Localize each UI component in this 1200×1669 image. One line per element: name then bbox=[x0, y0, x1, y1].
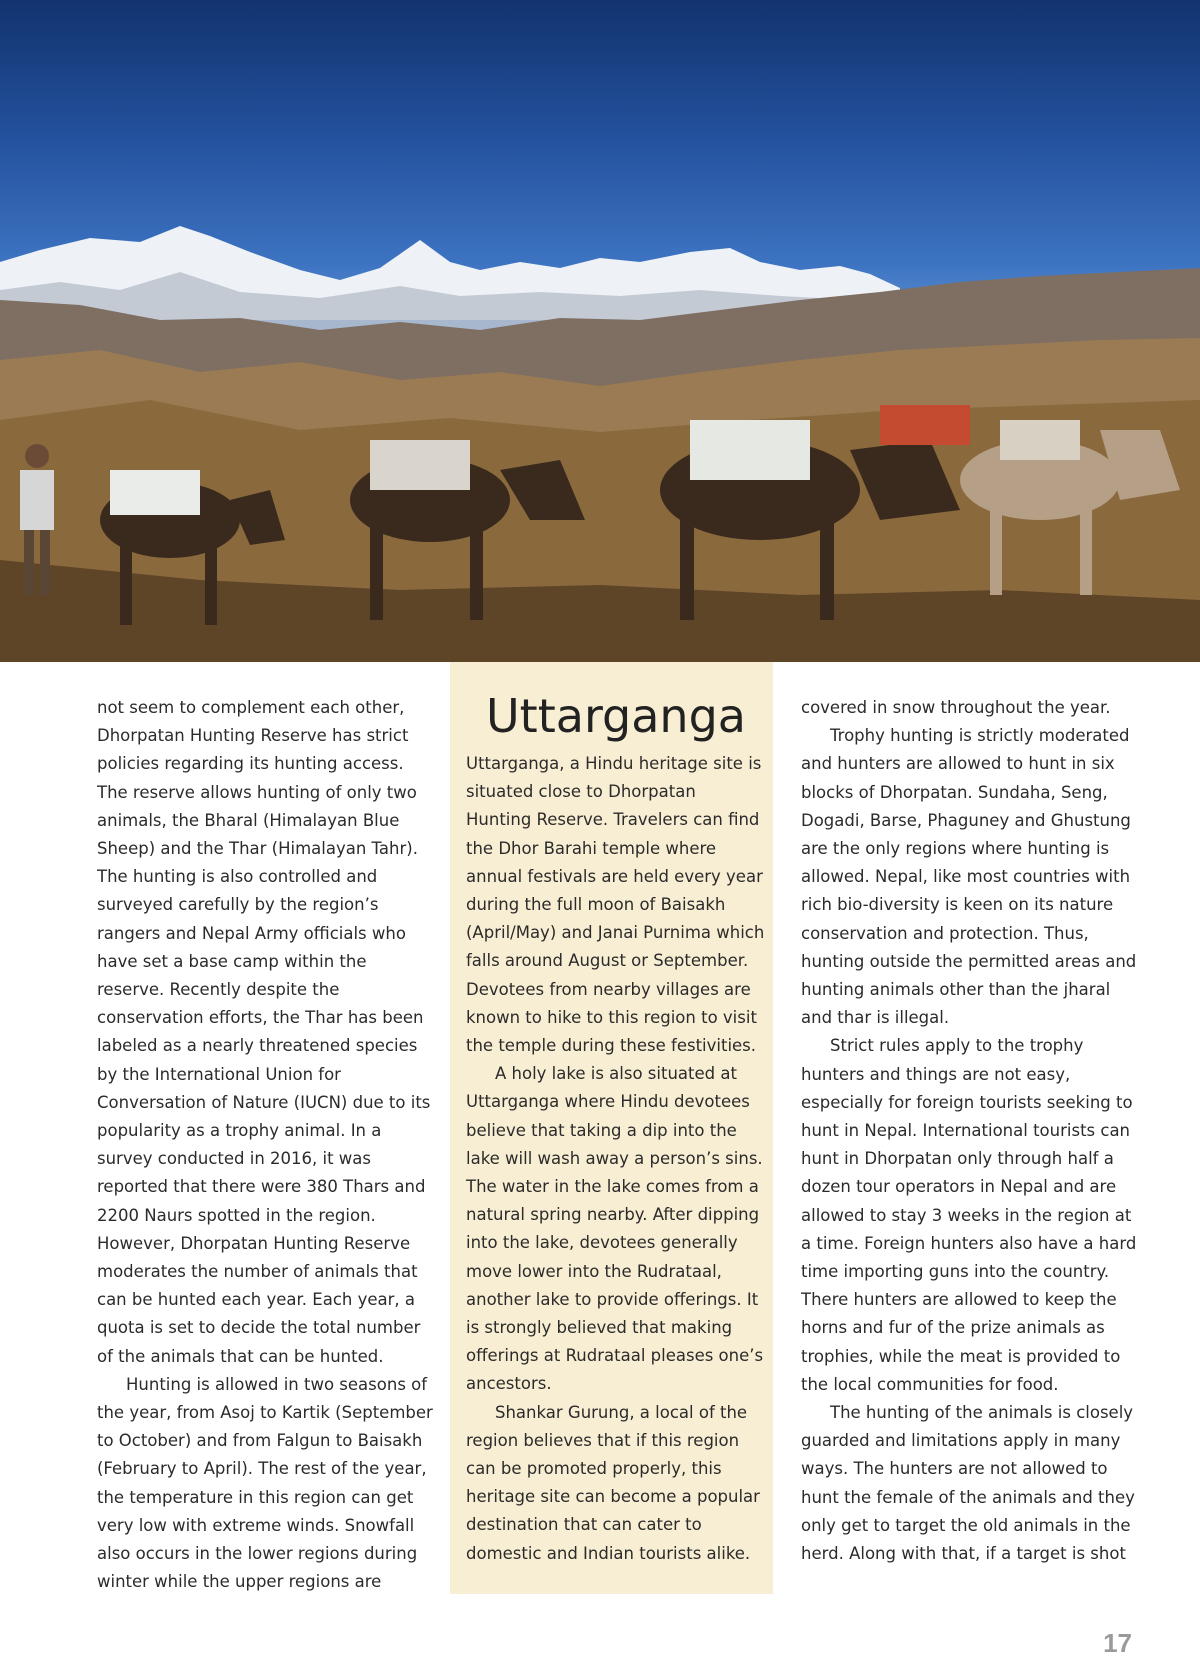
paragraph: covered in snow throughout the year. bbox=[801, 698, 1111, 717]
mountain-landscape-illustration bbox=[0, 0, 1200, 662]
paragraph: Uttarganga, a Hindu heritage site is situated close to Dhorpatan Hunting Reserve. Travelers can find the Dhor Barahi temple where annual festivals are held every year during the full moon of Baisakh (April/May) and Janai Purnima which falls around August or September. Devotees from nearby villages are known to hike to this region to visit the temple during these festivities. bbox=[466, 754, 765, 1056]
paragraph: Trophy hunting is strictly moderated and hunters are allowed to hunt in six blocks of Dhorpatan. Sundaha, Seng, Dogadi, Barse, Phaguney and Ghustung are the only regions where hunting is allowed. Nepal, like most countries with rich bio-diversity is keen on its nature conservation and protection. Thus, hunting outside the permitted areas and hunting animals other than the jharal and thar is illegal. bbox=[801, 726, 1137, 1028]
sidebar-title: Uttarganga bbox=[486, 689, 746, 743]
article-column-1 bbox=[97, 694, 437, 1597]
sidebar-body bbox=[466, 750, 766, 1568]
paragraph: not seem to complement each other, Dhorpatan Hunting Reserve has strict policies regarding its hunting access. The reserve allows hunting of only two animals, the Bharal (Himalayan Blue Sheep) and the Thar (Himalayan Tahr). The hunting is also controlled and surveyed carefully by the region’s rangers and Nepal Army officials who have set a base camp within the reserve. Recently despite the conservation efforts, the Thar has been labeled as a nearly threatened species by the International Union for Conversation of Nature (IUCN) due to its popularity as a trophy animal. In a survey conducted in 2016, it was reported that there were 380 Thars and 2200 Naurs spotted in the region. However, Dhorpatan Hunting Reserve moderates the number of animals that can be hunted each year. Each year, a quota is set to decide the total number of the animals that can be hunted. bbox=[97, 698, 431, 1366]
uttarganga-sidebar bbox=[450, 662, 773, 1594]
paragraph: A holy lake is also situated at Uttarganga where Hindu devotees believe that taking a dip into the lake will wash away a person’s sins. The water in the lake comes from a natural spring nearby. After dipping into the lake, devotees generally move lower into the Rudrataal, another lake to provide offerings. It is strongly believed that making offerings at Rudrataal pleases one’s ancestors. bbox=[466, 1064, 764, 1394]
paragraph: Strict rules apply to the trophy hunters and things are not easy, especially for foreign tourists seeking to hunt in Nepal. International tourists can hunt in Dhorpatan only through half a dozen tour operators in Nepal and are allowed to stay 3 weeks in the region at a time. Foreign hunters also have a hard time importing guns into the country. There hunters are allowed to keep the horns and fur of the prize animals as trophies, while the meat is provided to the local communities for food. bbox=[801, 1036, 1137, 1394]
paragraph: Shankar Gurung, a local of the region believes that if this region can be promoted properly, this heritage site can become a popular destination that can cater to domestic and Indian tourists alike. bbox=[466, 1402, 760, 1563]
paragraph: The hunting of the animals is closely guarded and limitations apply in many ways. The hunters are not allowed to hunt the female of the animals and they only get to target the old animals in the herd. Along with that, if a target is shot bbox=[801, 1403, 1135, 1564]
hero-photo bbox=[0, 0, 1200, 662]
page-number: 17 bbox=[1103, 1628, 1132, 1658]
article-column-3 bbox=[801, 694, 1141, 1568]
paragraph: Hunting is allowed in two seasons of the year, from Asoj to Kartik (September to October) and from Falgun to Baisakh (February to April). The rest of the year, the temperature in this region can get very low with extreme winds. Snowfall also occurs in the lower regions during winter while the upper regions are bbox=[97, 1374, 433, 1592]
